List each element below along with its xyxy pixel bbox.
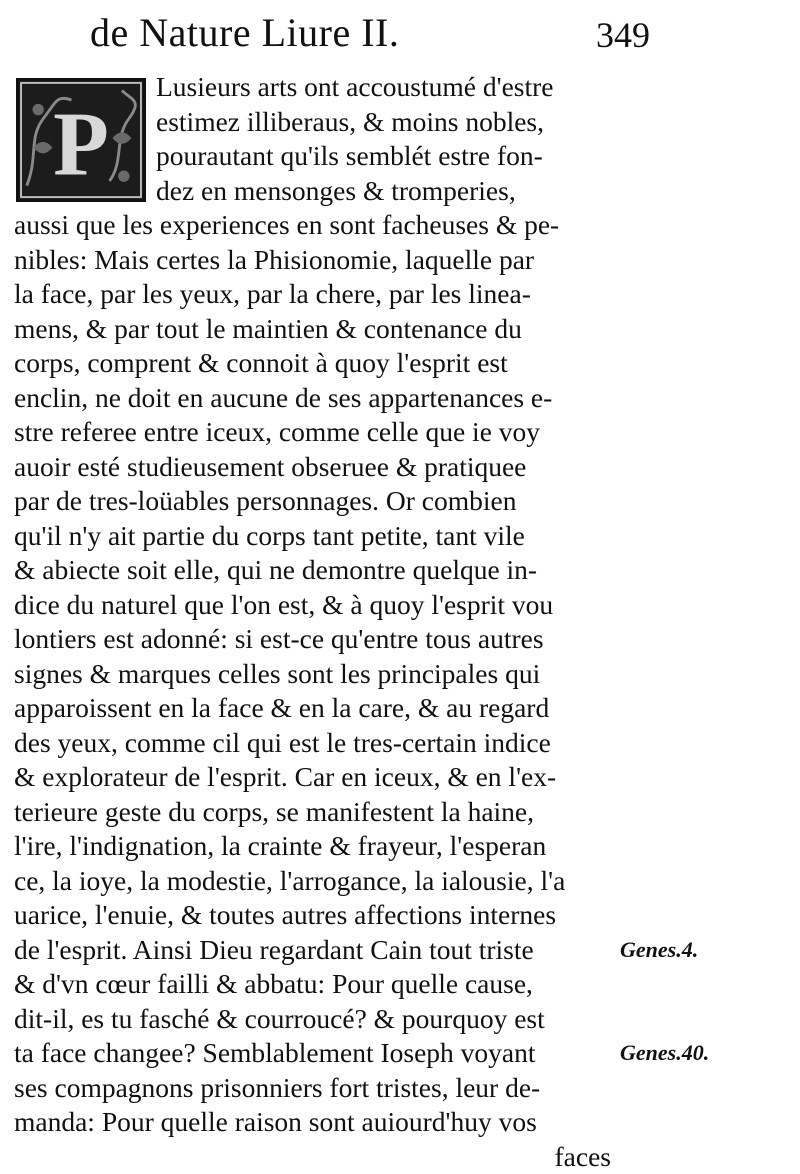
ornamented-initial-p-icon <box>19 81 143 199</box>
page-number: 349 <box>596 15 650 55</box>
running-header <box>90 8 650 58</box>
text-line: ses compagnons prisonniers fort tristes, leur de- <box>14 1071 541 1103</box>
text-line: Lusieurs arts ont accoustumé d'estre <box>156 71 554 102</box>
text-line: & explorateur de l'esprit. Car en iceux, & en l'ex- <box>14 761 557 792</box>
text-line: qu'il n'y ait partie du corps tant petite, tant vile <box>14 519 525 551</box>
running-title: de Nature Liure II. <box>90 10 400 55</box>
text-line: mens, & par tout le maintien & contenance du <box>14 312 522 344</box>
text-line: signes & marques celles sont les principales qui <box>14 657 541 689</box>
text-line: dit-il, es tu fasché & courroucé? & pourquoy est <box>14 1002 545 1034</box>
text-line: de l'esprit. Ainsi Dieu regardant Cain tout triste <box>14 933 534 965</box>
text-line: faces <box>554 1140 611 1172</box>
text-line: la face, par les yeux, par la chere, par les linea- <box>14 278 531 309</box>
text-line: ta face changee? Semblablement Ioseph voyant <box>14 1037 536 1068</box>
text-line: aussi que les experiences en sont facheuses & pe- <box>14 209 560 240</box>
text-line: lontiers est adonné: si est-ce qu'entre tous autres <box>14 623 544 654</box>
text-line: manda: Pour quelle raison sont auiourd'huy vos <box>14 1106 537 1137</box>
text-line: ce, la ioye, la modestie, l'arrogance, la ialousie, l'a <box>14 864 566 896</box>
text-line: des yeux, comme cil qui est le tres-certain indice <box>14 726 551 758</box>
text-line: dez en mensonges & tromperies, <box>156 174 516 206</box>
text-line: nibles: Mais certes la Phisionomie, laquelle par <box>14 243 535 275</box>
text-line: dice du naturel que l'on est, & à quoy l'esprit vou <box>14 588 554 620</box>
text-line: enclin, ne doit en aucune de ses appartenances e- <box>14 381 553 413</box>
text-line: corps, comprent & connoit à quoy l'esprit est <box>14 347 508 378</box>
margin-note: Genes.4. <box>620 936 699 962</box>
text-line: apparoissent en la face & en la care, & au regard <box>14 692 550 723</box>
text-line: estimez illiberaus, & moins nobles, <box>156 105 544 137</box>
drop-cap-initial <box>16 78 146 202</box>
text-line: l'ire, l'indignation, la crainte & frayeur, l'esperan <box>14 830 547 861</box>
text-line: auoir esté studieusement obseruee & pratiquee <box>14 450 527 482</box>
text-line: & d'vn cœur failli & abbatu: Pour quelle cause, <box>14 968 533 999</box>
margin-note: Genes.40. <box>620 1040 710 1065</box>
text-line: & abiecte soit elle, qui ne demontre quelque in- <box>14 554 538 585</box>
text-line: pourautant qu'ils semblét estre fon- <box>156 140 543 171</box>
text-line: terieure geste du corps, se manifestent la haine, <box>14 795 535 827</box>
text-line: uarice, l'enuie, & toutes autres affections internes <box>14 899 557 930</box>
text-line: par de tres-loüables personnages. Or combien <box>14 485 517 516</box>
text-line: stre referee entre iceux, comme celle que ie voy <box>14 416 541 447</box>
drop-cap-letter: P <box>53 93 109 195</box>
